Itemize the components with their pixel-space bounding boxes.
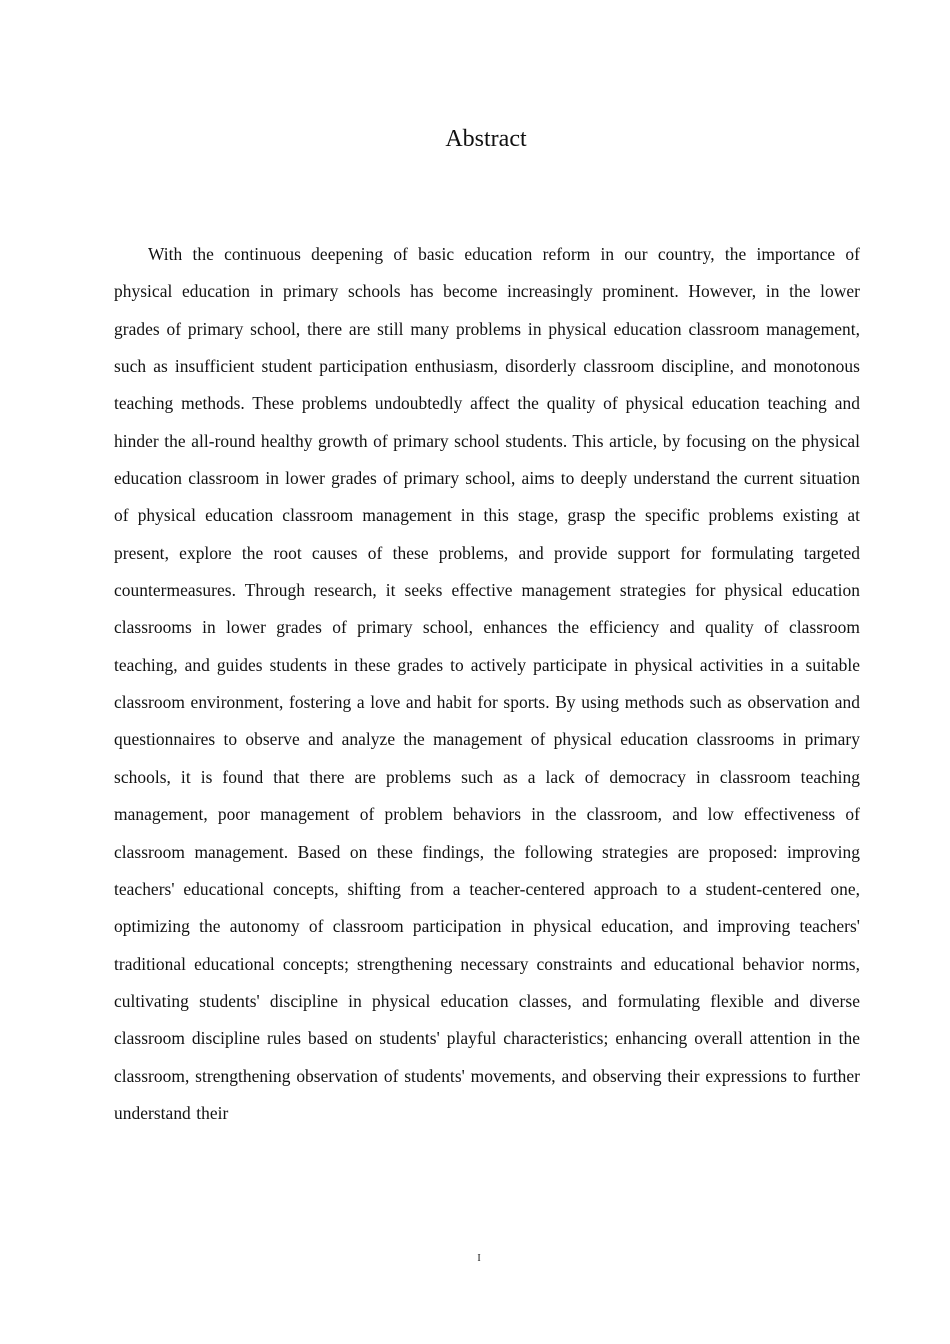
page-number: I bbox=[477, 1253, 481, 1264]
abstract-body: With the continuous deepening of basic education reform in our country, the importance of physical education in primary schools has become increasingly prominent. However, in the lower grades of primary school, there are still many problems in physical education classroom management, such as insufficient student participation enthusiasm, disorderly classroom discipline, and monotonous teaching methods. These problems undoubtedly affect the quality of physical education teaching and hinder the all-round healthy growth of primary school students. This article, by focusing on the physical education classroom in lower grades of primary school, aims to deeply understand the current situation of physical education classroom management in this stage, grasp the specific problems existing at present, explore the root causes of these problems, and provide support for formulating targeted countermeasures. Through research, it seeks effective management strategies for physical education classrooms in lower grades of primary school, enhances the efficiency and quality of classroom teaching, and guides students in these grades to actively participate in physical activities in a suitable classroom environment, fostering a love and habit for sports. By using methods such as observation and questionnaires to observe and analyze the management of physical education classrooms in primary schools, it is found that there are problems such as a lack of democracy in classroom teaching management, poor management of problem behaviors in the classroom, and low effectiveness of classroom management. Based on these findings, the following strategies are proposed: improving teachers' educational concepts, shifting from a teacher-centered approach to a student-centered one, optimizing the autonomy of classroom participation in physical education, and improving teachers' traditional educational concepts; strengthening necessary constraints and educational behavior norms, cultivating students' discipline in physical education classes, and formulating flexible and diverse classroom discipline rules based on students' playful characteristics; enhancing overall attention in the classroom, strengthening observation of students' movements, and observing their expressions to further understand their bbox=[114, 244, 860, 1123]
page-title: Abstract bbox=[445, 126, 527, 152]
